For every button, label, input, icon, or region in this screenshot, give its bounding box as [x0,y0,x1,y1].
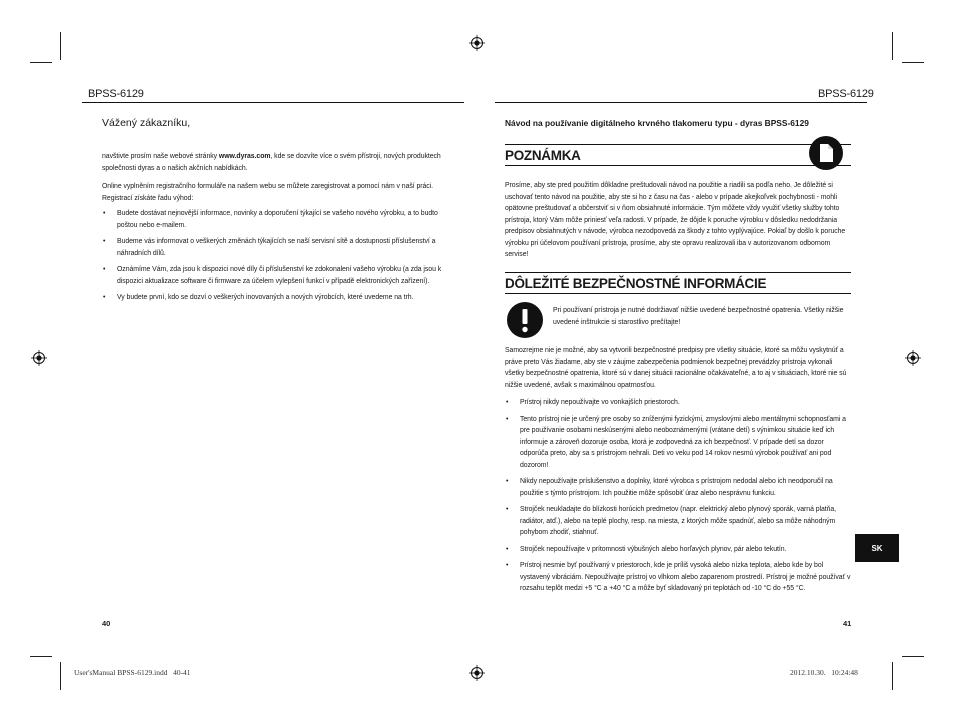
section-rule [505,165,851,166]
list-item: • Prístroj nikdy nepoužívajte vo vonkajších priestoroch. [505,397,851,409]
section-rule [505,293,851,294]
list-item: • Strojček nepoužívajte v prítomnosti výbušných alebo horľavých plynov, pár alebo tekutín. [505,544,851,556]
safety-list [505,397,851,600]
section-rule [505,144,851,145]
crop-mark [902,62,924,63]
crop-mark [902,656,924,657]
crop-mark [892,32,893,60]
footer-date: 2012.10.30. [790,668,826,677]
footer-filename: User'sManual BPSS-6129.indd 40-41 [74,668,191,677]
footer-timestamp [790,668,858,677]
crop-mark [60,662,61,690]
intro-text: navštivte prosím naše webové stránky [102,153,219,160]
exclamation-icon [507,302,543,338]
list-item: • Budeme vás informovat o veškerých změnách týkajících se naší servisní sítě a dostupnosti příslušenství a náhradních dílů. [102,236,448,259]
registration-mark-icon [905,350,921,366]
greeting: Vážený zákazníku, [102,117,191,129]
registration-mark-icon [469,665,485,681]
safety-heading: DÔLEŽITÉ BEZPEČNOSTNÉ INFORMÁCIE [505,276,767,291]
note-paragraph: Prosíme, aby ste pred použitím dôkladne preštudovali návod na použitie a riadili sa podľa neho. Je dôležité si uschovať tento návod na použitie, aby ste si ho z času na čas - alebo v prípade akejkoľvek pochybnosti - mohli opätovne preštudovať a občerstviť si v ňom obsiahnuté informácie. Tým môžete vždy využiť všetky služby tohto prístroja, ktorý Vám môže priniesť veľa radosti. V prípade, že dôjde k poruche výrobku v dôsledku nedodržania predpisov obsiahnutých v návode, výrobca nezodpovedá za škody z tohto vyplývajúce. Pokiaľ by došlo k poruche výrobku pri účelovom používaní prístroja, prosíme, aby ste opravu realizovali iba v autorizovanom odbornom servise! [505,182,846,258]
crop-mark [30,656,52,657]
language-tab: SK [855,534,899,562]
safety-paragraph: Samozrejme nie je možné, aby sa vytvorili bezpečnostné predpisy pre všetky situácie, ktoré sa môžu vyskytnúť a práve preto Vás žiadame, aby ste v záujme zabezpečenia podmienok bezpečnej prevádzky prístroja vykonali všetky bezpečnostné opatrenia, ktoré sú v danej situácii racionálne očakávateľné, a to aj v situáciach, ktoré nie sú nižšie uvedené, avšak s maximálnou opatrnosťou. [505,347,847,389]
list-item: • Prístroj nesmie byť používaný v priestoroch, kde je príliš vysoká alebo nízka teplota, alebo kde by bol vystavený vibráciám. Nepoužívajte prístroj vo vlhkom alebo zaparenom prostredí. Prístroj je možné používať v rozsahu teplôt medzi +5 °C a +40 °C a môže byť skladovaný pri teplotách od -10 °C do +55 °C. [505,560,851,595]
document-icon [809,136,843,170]
model-label: BPSS-6129 [818,88,874,100]
model-label: BPSS-6129 [88,88,144,100]
list-item: • Budete dostávat nejnovější informace, novinky a doporučení týkající se vašeho nového výrobku, a to budto poštou nebo e-mailem. [102,208,448,231]
page-number: 41 [843,619,852,628]
website-link[interactable]: www.dyras.com [218,153,271,160]
benefits-list [102,208,448,309]
registration-mark-icon [469,35,485,51]
header-rule [495,102,867,103]
intro-text-end: , kde se dozvíte více o svém přístroji, nových produktech společnosti dyras a o našich akčních nabídkách. [102,153,441,172]
crop-mark [30,62,52,63]
footer-time: 10:24:48 [831,668,858,677]
header-rule [82,102,464,103]
section-rule [505,272,851,273]
note-heading: POZNÁMKA [505,148,581,163]
list-item: • Oznámíme Vám, zda jsou k dispozici nové díly či příslušenství ke zdokonalení vašeho výrobku (a zda jsou k dispozici aktualizace software či firmware za účelem vylepšení funkcí v případě elektronických zařízení). [102,264,448,287]
intro-paragraph [102,151,458,174]
crop-mark [892,662,893,690]
registration-paragraph: Online vyplněním registračního formuláře na našem webu se můžete zaregistrovat a pomocí nám v naší práci. Registrací získáte řadu výhod: [102,183,434,202]
page-number: 40 [102,619,111,628]
list-item: • Strojček neukladajte do blízkosti horúcich predmetov (napr. elektrický alebo plynový sporák, varná platňa, radiátor, atď.), alebo na teplé plochy, resp. na miesta, z ktorých môže spadnúť, alebo sa môže náhodným pohybom zhodiť, stiahnuť. [505,504,851,539]
list-item: • Vy budete první, kdo se dozví o veškerých inovovaných a nových výrobcích, které uvedeme na trh. [102,292,448,304]
list-item: • Tento prístroj nie je určený pre osoby so zníženými fyzickými, zmyslovými alebo mentálnymi schopnosťami a pre používanie osobami neskúsenými alebo neoboznámenými (vrátane detí) s výnimkou situácie keď ich informuje a zároveň dozoruje osoba, ktorá je zodpovedná za ich bezpečnosť. V prípade detí sa dozor odporúča preto, aby sa s prístrojom nehrali. Deti vo veku pod 14 rokov nesmú výrobok používať ani pod dozorom! [505,414,851,472]
crop-mark [60,32,61,60]
safety-lead: Pri používaní prístroja je nutné dodržiavať nižšie uvedené bezpečnostné opatrenia. Všetky nižšie uvedené inštrukcie si starostlivo prečítajte! [553,307,844,326]
list-item: • Nikdy nepoužívajte príslušenstvo a doplnky, ktoré výrobca s prístrojom nedodal alebo ich neodporučil na použitie s týmto prístrojom. Ich použitie môže spôsobiť úraz alebo nesprávnu funkciu. [505,476,851,499]
document-title: Návod na používanie digitálneho krvného tlakomeru typu - dyras BPSS-6129 [505,118,809,128]
registration-mark-icon [31,350,47,366]
